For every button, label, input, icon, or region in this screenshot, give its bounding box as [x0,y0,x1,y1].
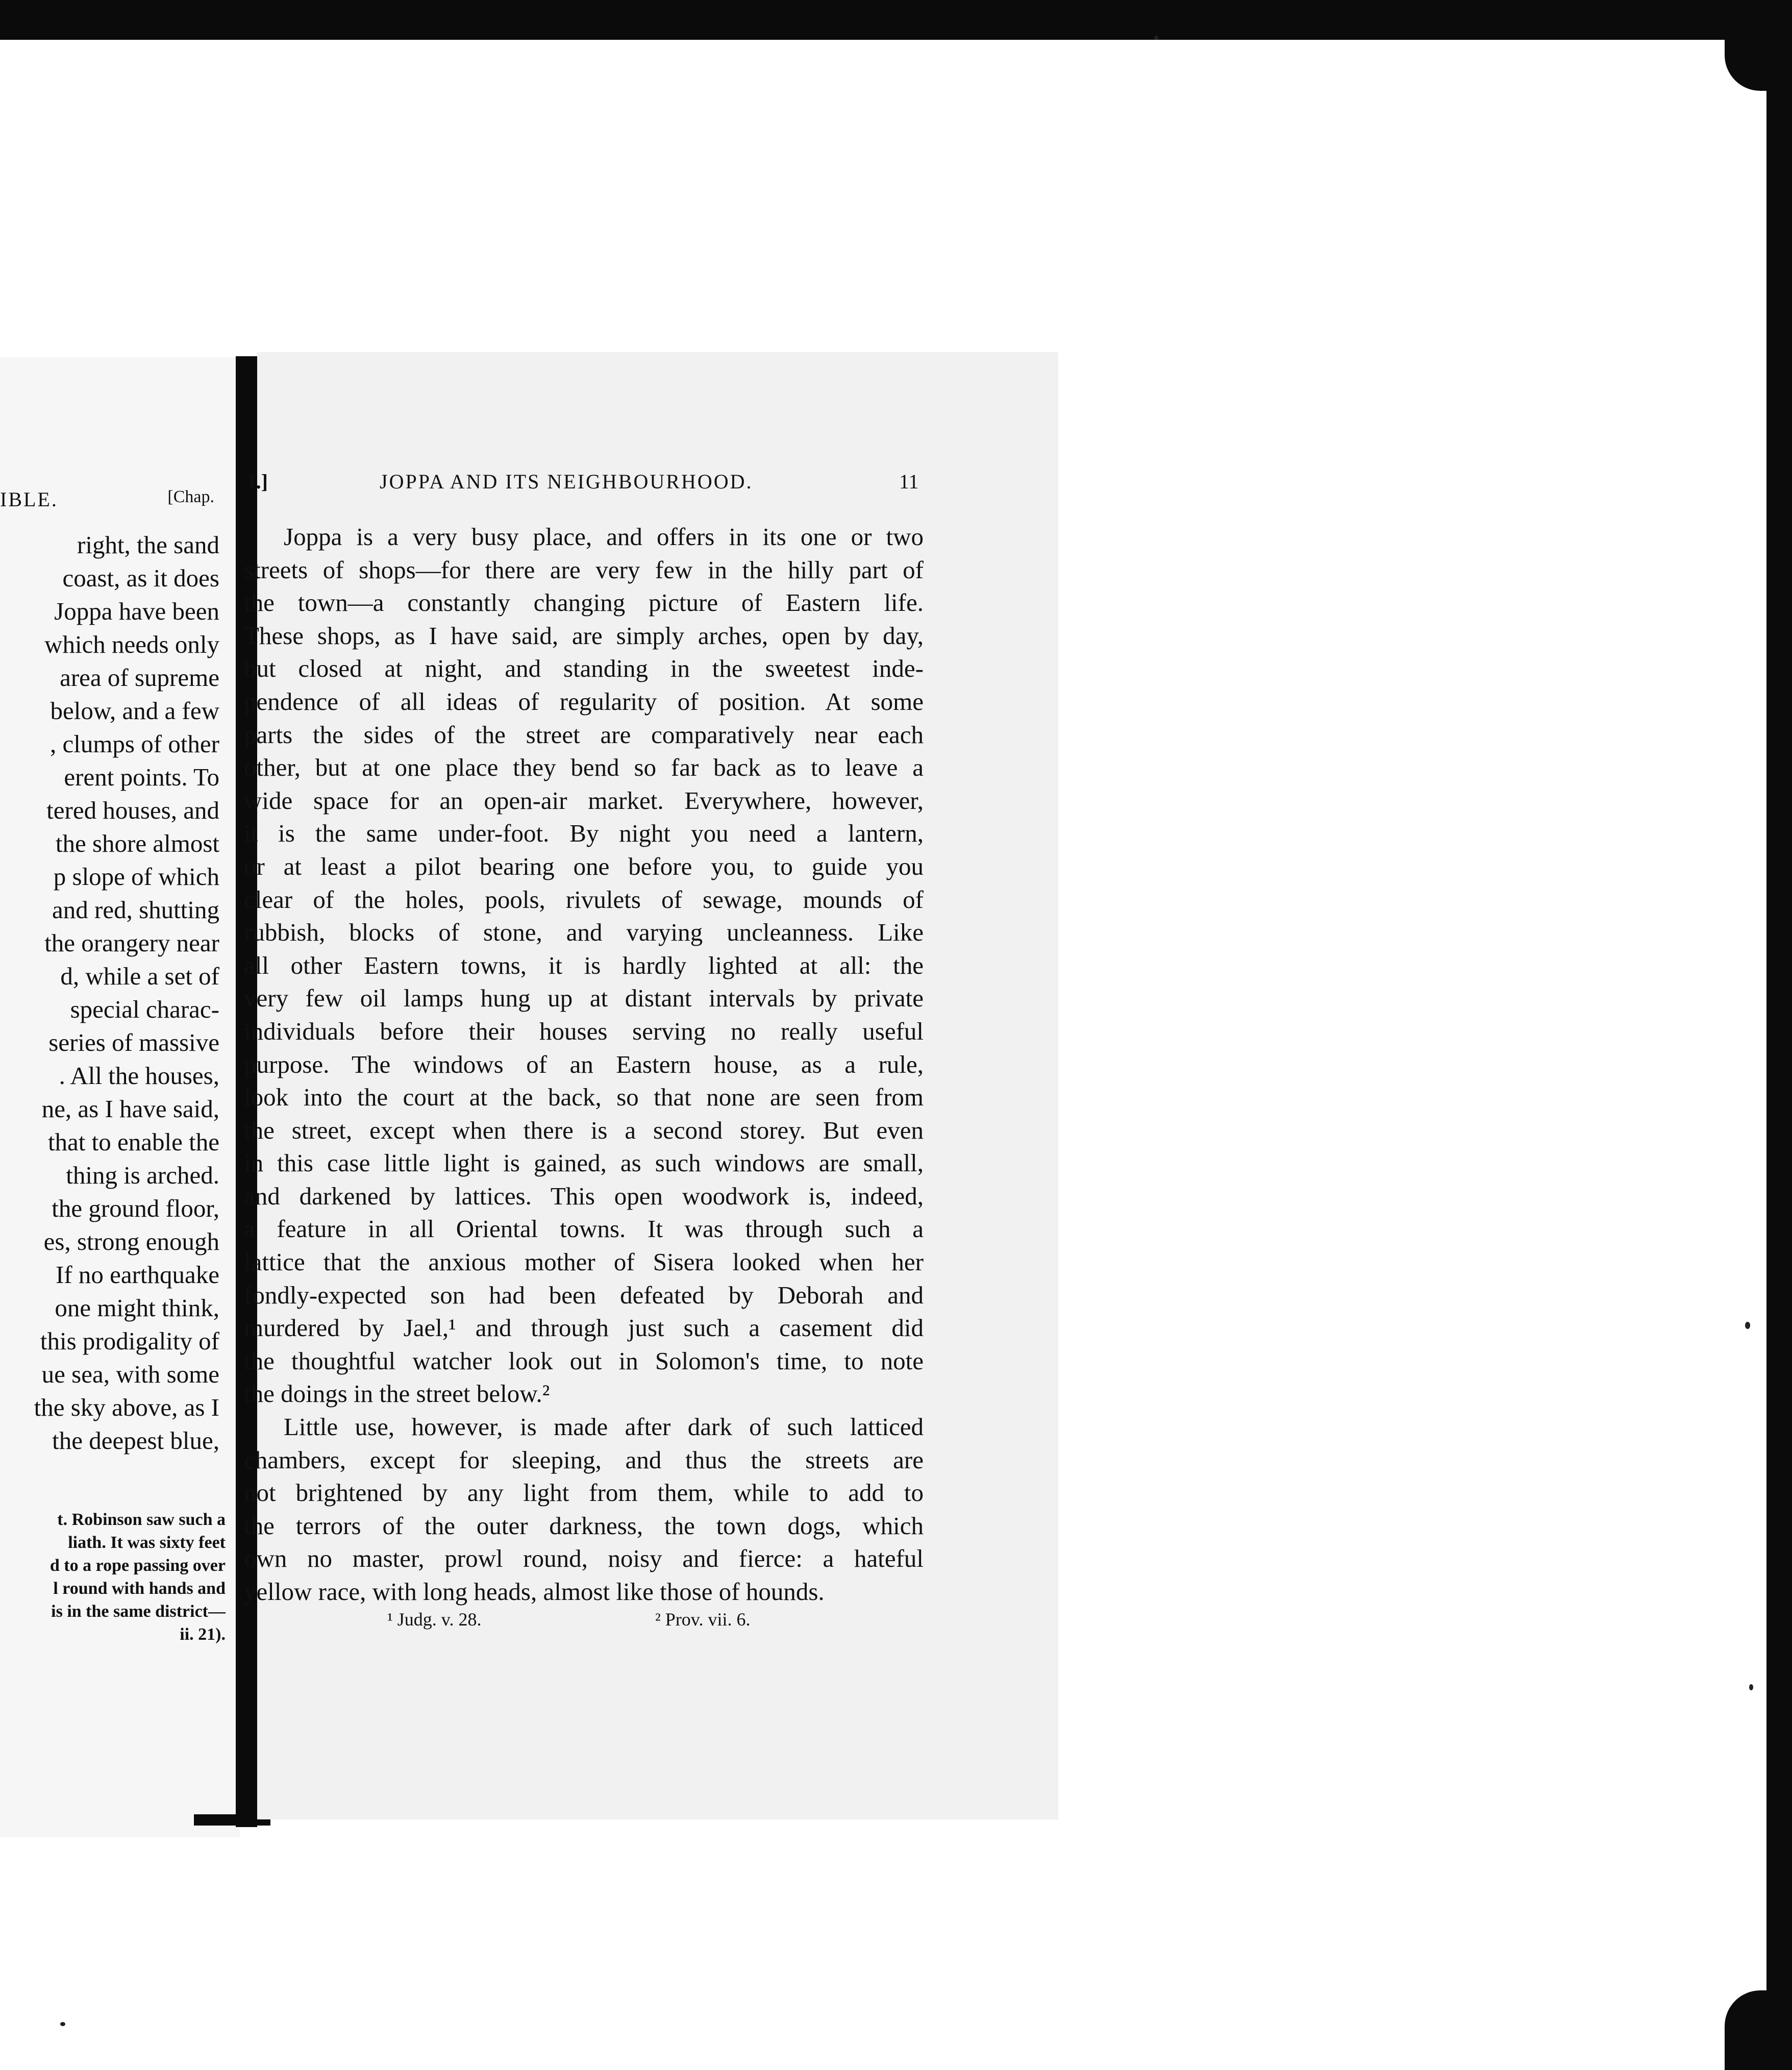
text-line: purpose. The windows of an Eastern house, as a rule, [244,1050,924,1078]
previous-page-title: IBLE. [0,488,58,511]
text-line: parts the sides of the street are comparatively near each [244,720,924,749]
text-line: Little use, however, is made after dark of such latticed [284,1413,924,1441]
text-line: wide space for an open-air market. Everywhere, however, [244,786,924,815]
previous-page-line: es, strong enough [43,1227,219,1255]
previous-page-text [0,528,219,1457]
previous-page-line: special charac- [70,995,219,1023]
text-line: streets of shops—for there are very few in the hilly part of [244,555,924,584]
text-line: fondly-expected son had been defeated by Deborah and [244,1280,924,1309]
text-line: yellow race, with long heads, almost like those of hounds. [244,1578,825,1606]
scan-border-right [1766,0,1792,2070]
previous-page-line: the sky above, as I [34,1393,219,1421]
text-line: it is the same under-foot. By night you need a lantern, [244,819,924,848]
previous-page-line: and red, shutting [52,896,219,924]
body-text [244,521,924,1609]
chapter-marker: I.] [248,470,268,493]
scan-speck [1154,36,1158,40]
previous-page-line: If no earthquake [55,1261,219,1289]
previous-page-note-line: t. Robinson saw such a [57,1510,226,1529]
previous-page-note-line: d to a rope passing over [49,1556,226,1575]
previous-page-line: one might think, [55,1294,219,1322]
previous-page [0,357,240,1837]
text-line: in this case little light is gained, as such windows are small, [244,1149,924,1177]
previous-page-line: series of massive [48,1028,219,1056]
previous-page-line: this prodigality of [40,1327,219,1355]
text-line: other, but at one place they bend so far back as to leave a [244,753,924,782]
previous-page-line: right, the sand [77,531,219,559]
previous-page-line: coast, as it does [62,564,219,592]
text-line: Joppa is a very busy place, and offers in its one or two [284,523,924,551]
previous-page-line: area of supreme [60,663,219,692]
scan-border-top [0,0,1792,40]
previous-page-line: ne, as I have said, [41,1095,219,1123]
previous-page-line: erent points. To [64,763,219,791]
text-line: pendence of all ideas of regularity of position. At some [244,687,924,716]
page-title: JOPPA AND ITS NEIGHBOURHOOD. [380,470,753,493]
scan-speck [60,2022,65,2026]
text-line: a feature in all Oriental towns. It was through such a [244,1215,924,1243]
text-line: or at least a pilot bearing one before you, to guide you [244,852,924,880]
previous-page-chapter: [Chap. [167,487,214,506]
previous-page-note-line: is in the same district— [51,1602,226,1621]
previous-page-line: that to enable the [47,1128,219,1156]
text-line: but closed at night, and standing in the sweetest inde- [244,654,924,683]
text-line: These shops, as I have said, are simply arches, open by day, [244,621,924,650]
text-line: all other Eastern towns, it is hardly lighted at all: the [244,951,924,979]
previous-page-note-line: l round with hands and [53,1579,226,1598]
text-line: individuals before their houses serving no really useful [244,1017,924,1045]
previous-page-line: . All the houses, [59,1062,219,1090]
previous-page-footnotes [0,1508,226,1646]
text-line: own no master, prowl round, noisy and fierce: a hateful [244,1544,924,1573]
scan-border-corner-bottom [1725,1990,1766,2070]
text-line: lattice that the anxious mother of Sisera looked when her [244,1248,924,1276]
previous-page-line: thing is arched. [66,1161,219,1189]
text-line: very few oil lamps hung up at distant intervals by private [244,984,924,1013]
previous-page-line: tered houses, and [46,796,219,824]
previous-page-line: the deepest blue, [52,1426,219,1455]
scan-border-corner [1725,40,1766,91]
previous-page-line: p slope of which [53,862,219,891]
text-line: the doings in the street below.² [244,1379,550,1408]
text-line: and darkened by lattices. This open woodwork is, indeed, [244,1181,924,1210]
text-line: chambers, except for sleeping, and thus the streets are [244,1445,924,1474]
footnote-2: ² Prov. vii. 6. [655,1609,751,1630]
page-number: 11 [899,470,919,493]
previous-page-line: the ground floor, [52,1194,219,1222]
text-line: the street, except when there is a second storey. But even [244,1116,924,1144]
previous-page-note-line: liath. It was sixty feet [68,1533,226,1552]
scan-speck [1749,1684,1753,1690]
text-line: not brightened by any light from them, while to add to [244,1478,924,1507]
previous-page-note-line: ii. 21). [180,1625,226,1644]
previous-page-line: d, while a set of [60,962,219,990]
previous-page-line: Joppa have been [54,597,219,625]
text-line: the terrors of the outer darkness, the town dogs, which [244,1511,924,1540]
previous-page-line: ue sea, with some [41,1360,219,1388]
footnote-1: ¹ Judg. v. 28. [387,1609,482,1630]
previous-page-line: the orangery near [44,929,219,957]
text-line: the town—a constantly changing picture of Eastern life. [244,588,924,617]
text-line: clear of the holes, pools, rivulets of sewage, mounds of [244,885,924,914]
book-page [244,352,1058,1819]
text-line: rubbish, blocks of stone, and varying uncleanness. Like [244,918,924,947]
previous-page-line: which needs only [44,630,219,658]
text-line: look into the court at the back, so that none are seen from [244,1083,924,1112]
previous-page-line: below, and a few [50,697,219,725]
text-line: the thoughtful watcher look out in Solomon's time, to note [244,1346,924,1375]
previous-page-line: , clumps of other [49,730,219,758]
previous-page-line: the shore almost [55,829,219,857]
scan-speck [1745,1322,1750,1329]
text-line: murdered by Jael,¹ and through just such a casement did [244,1314,924,1342]
